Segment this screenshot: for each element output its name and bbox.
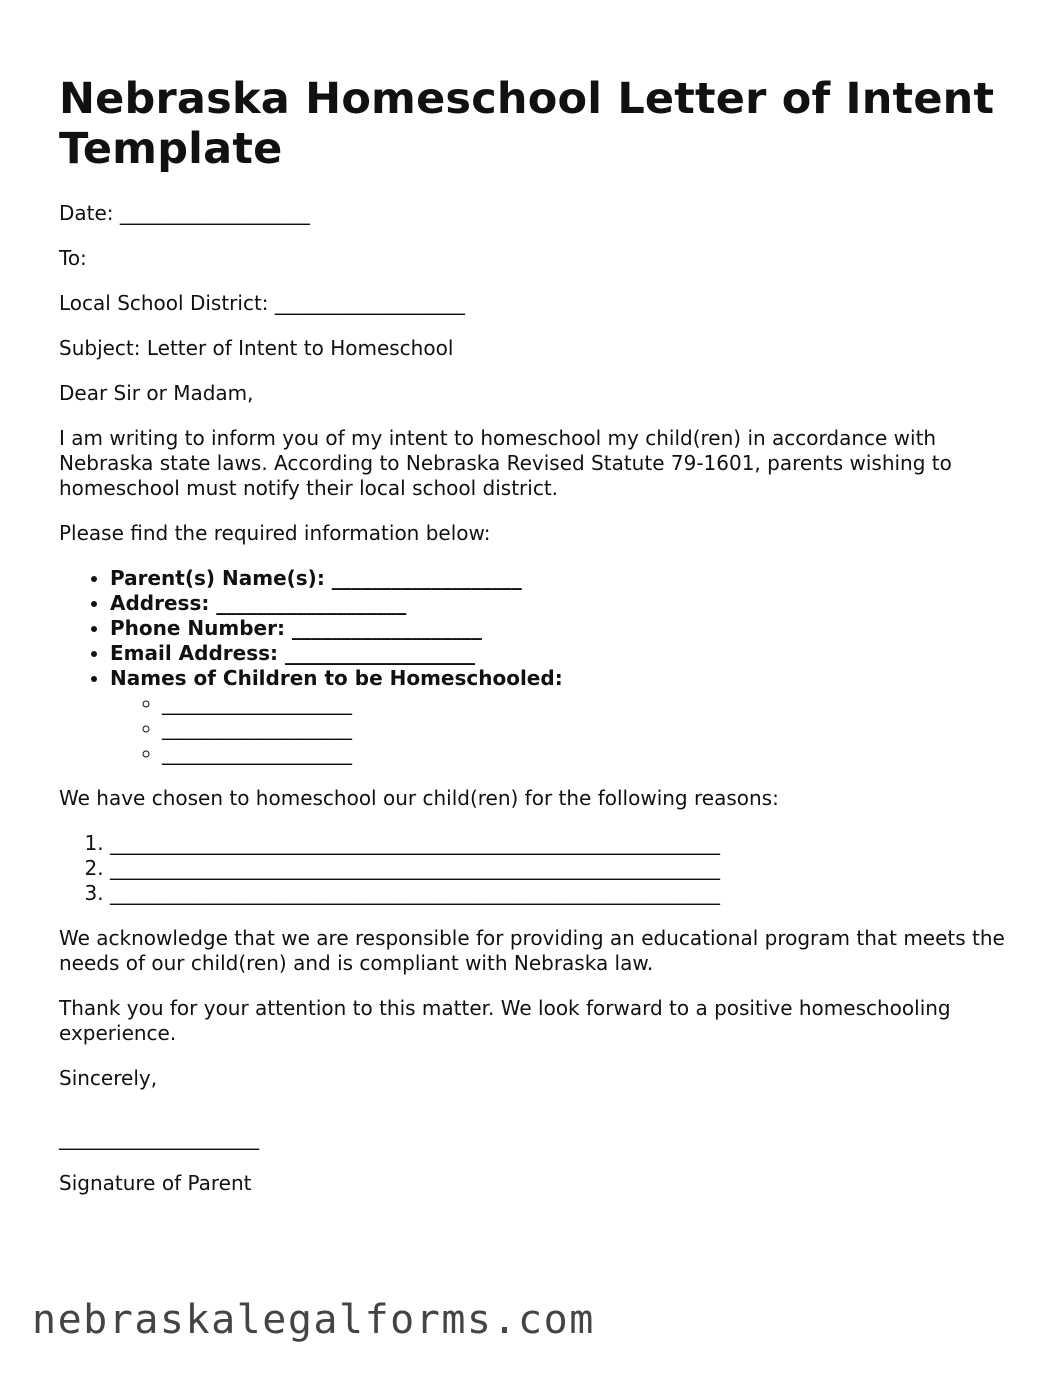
reason-blank: 3. _____________________________________________________________: [110, 881, 1019, 906]
info-field-label: Names of Children to be Homeschooled:: [110, 666, 563, 690]
reason-blank: 1. _____________________________________________________________: [110, 831, 1019, 856]
acknowledgement-paragraph: We acknowledge that we are responsible for providing an educational program that meets the needs of our child(ren) and is compliant with Nebraska law.: [59, 926, 1005, 975]
closing: Sincerely,: [59, 1066, 158, 1090]
letter-document: [59, 74, 1019, 1216]
district-line: Local School District: ___________________: [59, 291, 465, 315]
reasons-intro: We have chosen to homeschool our child(ren) for the following reasons:: [59, 786, 779, 810]
info-field-label: Parent(s) Name(s): ___________________: [110, 566, 522, 590]
info-intro: Please find the required information below:: [59, 521, 491, 545]
salutation: Dear Sir or Madam,: [59, 381, 254, 405]
info-field-label: Address: ___________________: [110, 591, 407, 615]
subject-line: Subject: Letter of Intent to Homeschool: [59, 336, 454, 360]
watermark: nebraskalegalforms.com: [32, 1297, 595, 1343]
child-name-blank: ◦ ___________________: [162, 691, 1019, 716]
signature-label: Signature of Parent: [59, 1171, 252, 1195]
to-line: To:: [59, 246, 87, 270]
child-name-blank: ◦ ___________________: [162, 716, 1019, 741]
info-field-list: [59, 566, 1019, 766]
info-field-children: [110, 666, 1019, 766]
info-field-address: [110, 591, 1019, 616]
thanks-paragraph: Thank you for your attention to this matter. We look forward to a positive homeschooling experience.: [59, 996, 951, 1045]
reason-blank: 2. _____________________________________________________________: [110, 856, 1019, 881]
reasons-list: [59, 831, 1019, 906]
intro-paragraph: I am writing to inform you of my intent to homeschool my child(ren) in accordance with Nebraska state laws. According to Nebraska Revised Statute 79-1601, parents wishing to homeschool must notify their local school district.: [59, 426, 952, 500]
info-field-parent-names: [110, 566, 1019, 591]
children-list: [110, 691, 1019, 766]
date-line: Date: ___________________: [59, 201, 310, 225]
info-field-label: Email Address: ___________________: [110, 641, 475, 665]
info-field-phone: [110, 616, 1019, 641]
info-field-label: Phone Number: ___________________: [110, 616, 482, 640]
page-title: Nebraska Homeschool Letter of Intent Template: [59, 74, 995, 174]
info-field-email: [110, 641, 1019, 666]
signature-blank: ____________________: [59, 1126, 259, 1150]
child-name-blank: ◦ ___________________: [162, 741, 1019, 766]
